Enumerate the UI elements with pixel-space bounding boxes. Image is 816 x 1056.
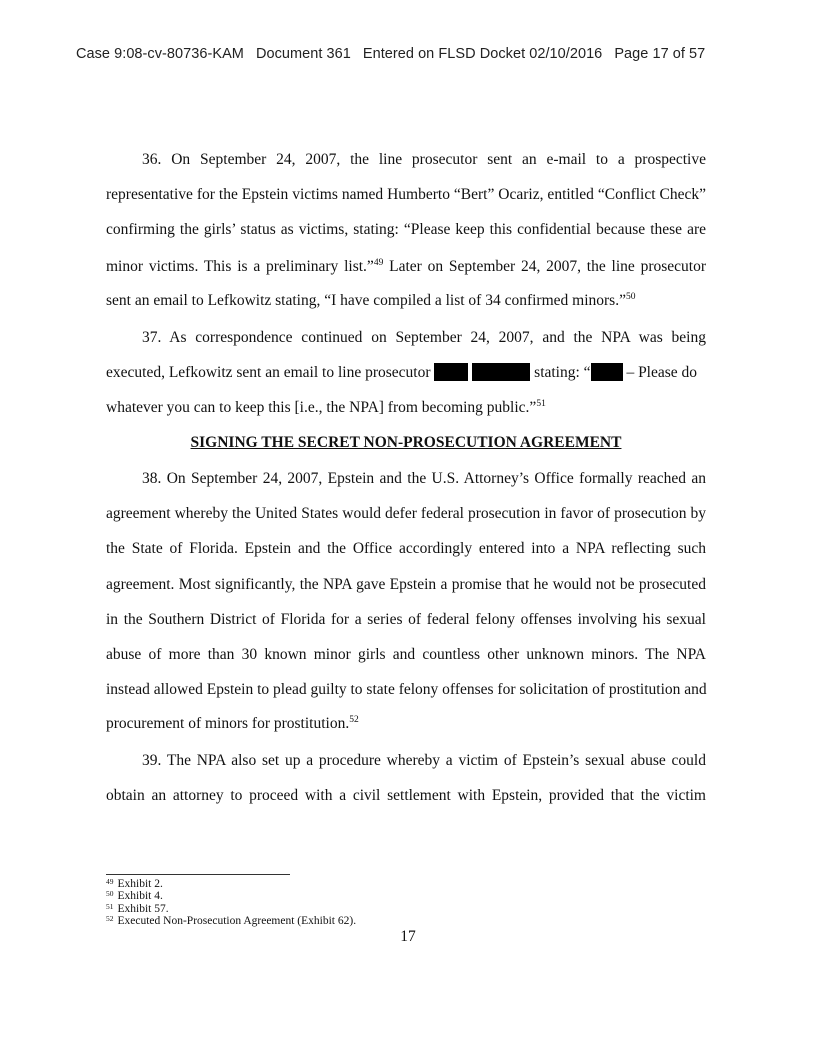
footnote-ref-52: 52 [349, 715, 359, 725]
para-39-line-2: obtain an attorney to proceed with a civil settlement with Epstein, provided that the victim [106, 787, 706, 804]
footnote-number: 50 [106, 889, 114, 899]
redaction-block [591, 363, 623, 381]
para-38-line-2: agreement whereby the United States would defer federal prosecution in favor of prosecution by [106, 505, 706, 522]
para-36-line-3: confirming the girls’ status as victims, stating: “Please keep this confidential because these are [106, 221, 706, 238]
case-number: Case 9:08-cv-80736-KAM [76, 46, 244, 62]
para-36-line-2: representative for the Epstein victims named Humberto “Bert” Ocariz, entitled “Conflict Check” [106, 186, 706, 203]
redaction-block [434, 363, 468, 381]
redaction-block [472, 363, 530, 381]
para-36-line-4b: Later on September 24, 2007, the line prosecutor [383, 258, 706, 275]
para-39-line-1: 39. The NPA also set up a procedure whereby a victim of Epstein’s sexual abuse could [142, 752, 706, 769]
footnote-text: Executed Non-Prosecution Agreement (Exhibit 62). [117, 914, 357, 927]
footnote-number: 51 [106, 901, 114, 911]
footnote-ref-49: 49 [373, 258, 384, 268]
section-heading: SIGNING THE SECRET NON-PROSECUTION AGREEMENT [190, 434, 622, 451]
para-36-line-4a: minor victims. This is a preliminary list.” [106, 258, 374, 275]
para-37-line-2b: stating: “ [534, 364, 591, 381]
footnote-51 [106, 903, 356, 915]
para-38-line-5: in the Southern District of Florida for a series of federal felony offenses involving his sexual [106, 611, 706, 628]
para-38-line-6: abuse of more than 30 known minor girls and countless other unknown minors. The NPA [106, 646, 706, 663]
document-number: Document 361 [255, 46, 351, 62]
para-37-line-2a: executed, Lefkowitz sent an email to line prosecutor [106, 364, 431, 381]
footnote-52 [106, 915, 356, 927]
para-36-line-4 [106, 257, 706, 277]
footnote-text: Exhibit 2. [117, 878, 163, 890]
para-37-line-3-text: whatever you can to keep this [i.e., the NPA] from becoming public.” [106, 399, 537, 416]
footnote-50 [106, 890, 356, 902]
footnote-divider [106, 874, 290, 875]
para-38-line-1: 38. On September 24, 2007, Epstein and the U.S. Attorney’s Office formally reached an [142, 470, 706, 487]
para-36-line-1: 36. On September 24, 2007, the line prosecutor sent an e-mail to a prospective [142, 151, 706, 168]
para-36-line-5 [106, 291, 706, 311]
footnote-number: 49 [106, 877, 114, 886]
footnote-49 [106, 878, 356, 890]
para-37-line-1: 37. As correspondence continued on September 24, 2007, and the NPA was being [142, 329, 706, 346]
para-38-line-8 [106, 714, 706, 734]
para-38-line-7: instead allowed Epstein to plead guilty to state felony offenses for solicitation of prostitution and [106, 681, 707, 698]
para-36-line-5-text: sent an email to Lefkowitz stating, “I have compiled a list of 34 confirmed minors.” [106, 292, 626, 309]
footnote-ref-51: 51 [536, 399, 546, 409]
footnote-text: Exhibit 57. [117, 902, 169, 915]
para-38-line-8-text: procurement of minors for prostitution. [106, 715, 350, 732]
para-37-line-2c: – Please do [626, 364, 698, 381]
footnote-ref-50: 50 [625, 292, 636, 302]
footnote-text: Exhibit 4. [117, 890, 163, 903]
footnotes [106, 878, 356, 927]
footnote-number: 52 [106, 913, 114, 923]
para-38-line-3: the State of Florida. Epstein and the Office accordingly entered into a NPA reflecting such [106, 540, 706, 557]
docket-header [76, 46, 705, 62]
para-37-line-2 [106, 363, 706, 383]
entered-docket: Entered on FLSD Docket 02/10/2016 [362, 46, 603, 62]
page-number: 17 [400, 928, 416, 945]
para-37-line-3 [106, 398, 706, 418]
para-38-line-4: agreement. Most significantly, the NPA gave Epstein a promise that he would not be prosecuted [106, 576, 706, 593]
page-count: Page 17 of 57 [614, 46, 706, 62]
